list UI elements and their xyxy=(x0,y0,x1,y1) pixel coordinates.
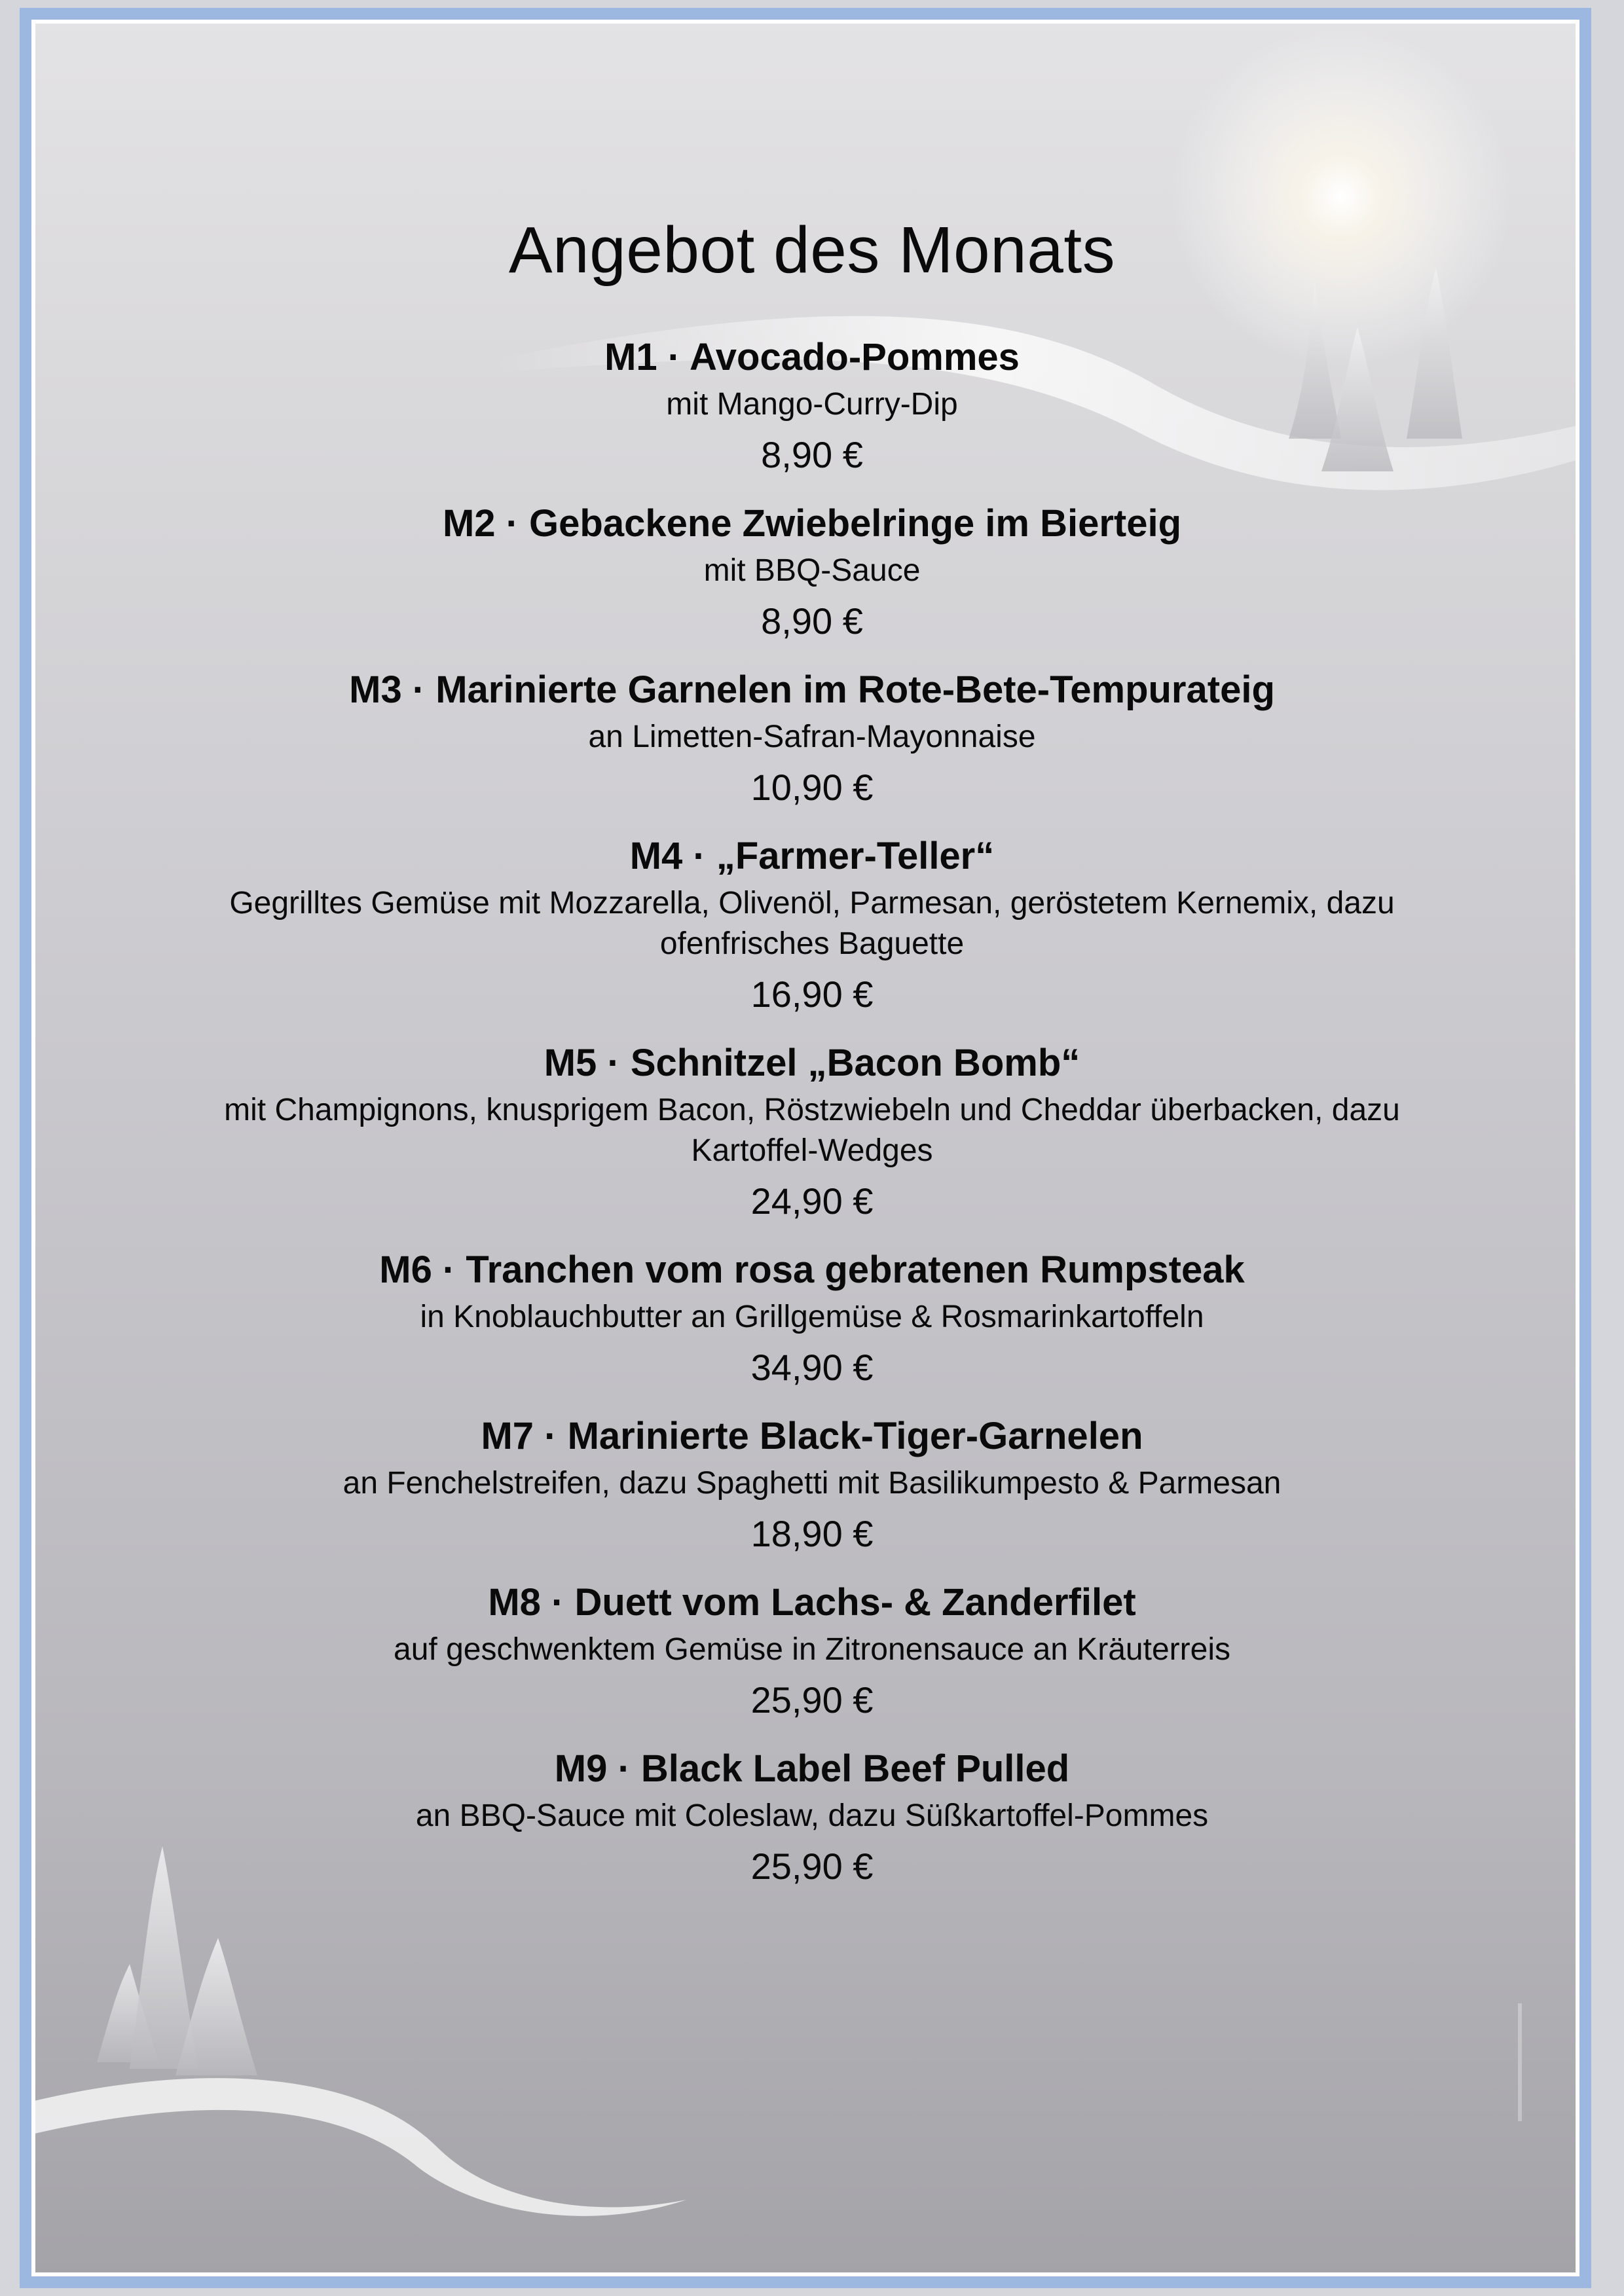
menu-item-price: 8,90 € xyxy=(761,600,863,642)
menu-item xyxy=(0,1243,1624,1398)
menu-item-description: an Fenchelstreifen, dazu Spaghetti mit Basilikumpesto & Parmesan xyxy=(342,1466,1282,1501)
menu-item xyxy=(0,1410,1624,1564)
page-title: Angebot des Monats xyxy=(508,213,1116,287)
menu-item-price: 8,90 € xyxy=(761,434,863,475)
menu-item-name: M3 · Marinierte Garnelen im Rote-Bete-Tempurateig xyxy=(349,668,1275,711)
menu-item-name: M7 · Marinierte Black-Tiger-Garnelen xyxy=(481,1415,1143,1457)
menu-item xyxy=(0,1742,1624,1897)
menu-item-price: 24,90 € xyxy=(750,1180,874,1222)
menu-item xyxy=(0,829,1624,1025)
menu-list xyxy=(0,331,1624,1908)
menu-item-name: M1 · Avocado-Pommes xyxy=(604,336,1020,378)
menu-item-price: 18,90 € xyxy=(750,1513,874,1554)
menu-item xyxy=(0,663,1624,818)
menu-item-description: an BBQ-Sauce mit Coleslaw, dazu Süßkartoffel-Pommes xyxy=(415,1798,1209,1833)
menu-item-price: 10,90 € xyxy=(750,767,874,808)
menu-item-name: M9 · Black Label Beef Pulled xyxy=(554,1747,1070,1790)
menu-item-name: M4 · „Farmer-Teller“ xyxy=(629,835,995,877)
menu-item xyxy=(0,331,1624,485)
menu-item-description: mit Mango-Curry-Dip xyxy=(666,387,958,422)
menu-item-price: 34,90 € xyxy=(750,1347,874,1388)
menu-item-name: M5 · Schnitzel „Bacon Bomb“ xyxy=(544,1042,1080,1084)
menu-item-price: 25,90 € xyxy=(750,1679,874,1721)
menu-item-name: M8 · Duett vom Lachs- & Zanderfilet xyxy=(488,1581,1136,1624)
menu-item-description: an Limetten-Safran-Mayonnaise xyxy=(588,720,1036,754)
menu-item xyxy=(0,1576,1624,1730)
menu-item-description: auf geschwenktem Gemüse in Zitronensauce an Kräuterreis xyxy=(394,1632,1230,1667)
menu-item xyxy=(0,497,1624,651)
menu-item-description: Gegrilltes Gemüse mit Mozzarella, Olivenöl, Parmesan, geröstetem Kernemix, dazu ofenfrisches Baguette xyxy=(229,886,1395,961)
menu-item xyxy=(0,1036,1624,1231)
menu-item-name: M6 · Tranchen vom rosa gebratenen Rumpsteak xyxy=(379,1248,1245,1291)
menu-item-description: mit BBQ-Sauce xyxy=(703,553,921,588)
menu-item-name: M2 · Gebackene Zwiebelringe im Bierteig xyxy=(442,502,1182,545)
menu-item-description: in Knoblauchbutter an Grillgemüse & Rosmarinkartoffeln xyxy=(420,1300,1204,1334)
menu-item-price: 16,90 € xyxy=(750,974,874,1015)
menu-item-description: mit Champignons, knusprigem Bacon, Röstzwiebeln und Cheddar überbacken, dazu Kartoffel-Wedges xyxy=(224,1093,1400,1168)
menu-item-price: 25,90 € xyxy=(750,1846,874,1887)
